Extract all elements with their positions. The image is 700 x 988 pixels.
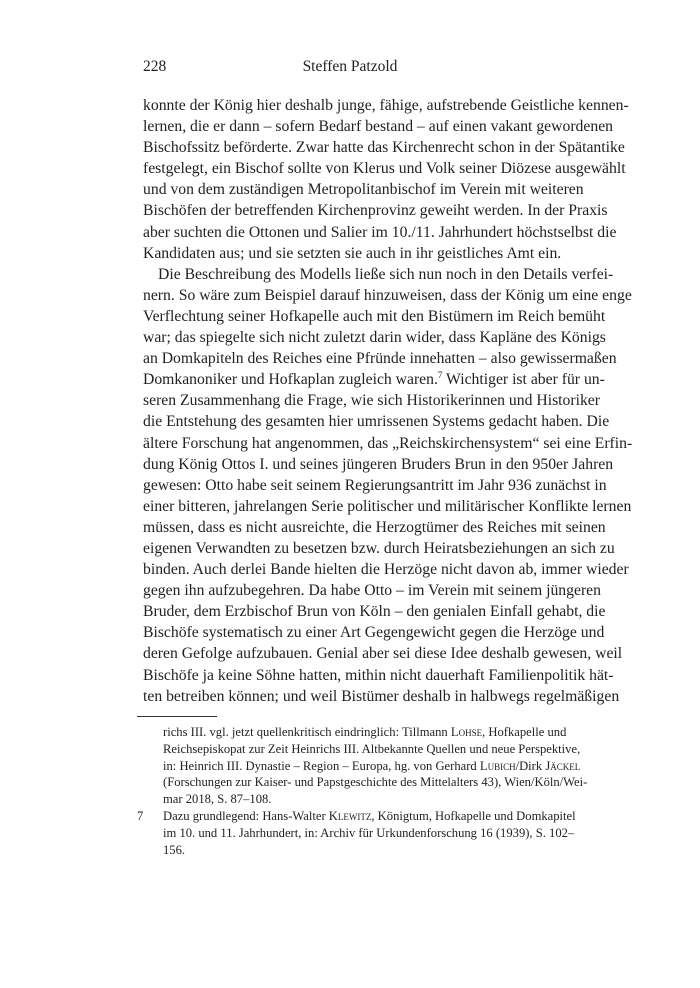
text-line: die Entstehung des gesamten hier umrissenen Systems gedacht haben. Die xyxy=(143,413,610,431)
text-line: einer bitteren, jahrelangen Serie politischer und militärischer Konflikte lernen xyxy=(143,497,632,515)
footnote-line: 156. xyxy=(163,842,186,857)
paragraph-first-line: Die Beschreibung des Modells ließe sich nun noch in den Details verfei- xyxy=(158,265,614,283)
author-name: Klewitz xyxy=(328,808,372,823)
text-line: nern. So wäre zum Beispiel darauf hinzuweisen, dass der König um eine enge xyxy=(143,286,632,304)
text-segment: Domkanoniker und Hofkaplan zugleich waren. xyxy=(143,371,438,389)
page-header xyxy=(143,58,557,78)
footnote-continued xyxy=(137,724,588,808)
author-name: Jäckel xyxy=(545,758,581,773)
text-line: seren Zusammenhang die Frage, wie sich Historikerinnen und Historiker xyxy=(143,392,600,410)
text-segment: Dazu grundlegend: Hans-Walter xyxy=(163,808,329,823)
footnote-line xyxy=(137,808,576,825)
text-line: Bischöfe systematisch zu einer Art Gegengewicht gegen die Herzöge und xyxy=(143,624,605,642)
footnote-line: (Forschungen zur Kaiser- und Papstgeschichte des Mittelalters 43), Wien/Köln/Wei- xyxy=(163,775,588,790)
running-head-author: Steffen Patzold xyxy=(302,58,398,75)
footnote-line: Reichsepiskopat zur Zeit Heinrichs III. Altbekannte Quellen und neue Perspektive, xyxy=(163,741,581,756)
text-segment: , Hofkapelle und xyxy=(482,725,567,739)
text-line: eigenen Verwandten zu besetzen bzw. durch Heiratsbeziehungen an sich zu xyxy=(143,539,615,557)
text-line: binden. Auch derlei Bande hielten die Herzöge nicht davon ab, immer wieder xyxy=(143,561,629,579)
text-line: ten betreiben können; und weil Bistümer deshalb in halbwegs regelmäßigen xyxy=(143,687,620,705)
text-line: gegen ihn aufzubegehren. Da habe Otto – im Verein mit seinem jüngeren xyxy=(143,582,601,600)
page-number: 228 xyxy=(143,58,167,75)
text-line: konnte der König hier deshalb junge, fähige, aufstrebende Geistliche kennen- xyxy=(143,97,629,114)
author-name: Lubich xyxy=(479,758,516,773)
main-text xyxy=(143,95,633,707)
author-name: Lohse xyxy=(450,725,483,739)
footnote-line: mar 2018, S. 87–108. xyxy=(163,792,272,807)
footnote-reference[interactable]: 7 xyxy=(437,370,443,381)
footnote-line xyxy=(137,724,567,741)
footnote-number: 7 xyxy=(137,808,144,823)
footnote-separator xyxy=(137,716,217,717)
text-line: festgelegt, ein Bischof sollte von Klerus und Volk seiner Diözese ausgewählt xyxy=(143,160,626,178)
text-segment: /Dirk xyxy=(515,758,546,773)
text-line: Verflechtung seiner Hofkapelle auch mit den Bistümern im Reich bemüht xyxy=(143,307,606,325)
footnote-7 xyxy=(137,808,576,858)
footnote-line xyxy=(137,758,581,775)
text-line: dung König Ottos I. und seines jüngeren Bruders Brun in den 950er Jahren xyxy=(143,455,614,473)
text-line: lernen, die er dann – sofern Bedarf bestand – auf einen vakant gewordenen xyxy=(143,118,613,136)
text-line: an Domkapiteln des Reiches eine Pfründe innehatten – also gewissermaßen xyxy=(143,350,617,368)
text-segment: , Königtum, Hofkapelle und Domkapitel xyxy=(371,808,576,823)
text-line: Bruder, dem Erzbischof Brun von Köln – den genialen Einfall gehabt, die xyxy=(143,603,606,621)
text-segment: in: Heinrich III. Dynastie – Region – Europa, hg. von Gerhard xyxy=(163,758,480,773)
text-line: Bischöfe ja keine Söhne hatten, mithin nicht dauerhaft Familienpolitik hät- xyxy=(143,666,614,684)
text-line: müssen, dass es nicht ausreichte, die Herzogtümer des Reiches mit seinen xyxy=(143,518,606,536)
text-line-with-footnote-ref xyxy=(143,369,605,390)
text-line: aber suchten die Ottonen und Salier im 10./11. Jahrhundert höchstselbst die xyxy=(143,223,617,241)
footnotes xyxy=(137,724,588,858)
text-line: Bischöfen der betreffenden Kirchenprovinz geweiht werden. In der Praxis xyxy=(143,202,608,220)
text-line: war; das spiegelte sich nicht zuletzt darin wider, dass Kapläne des Königs xyxy=(143,329,606,347)
text-segment: Wichtiger ist aber für un- xyxy=(442,371,605,389)
paragraph-last-line: Kandidaten aus; und sie setzten sie auch in ihr geistliches Amt ein. xyxy=(143,244,562,262)
text-line: Bischofssitz beförderte. Zwar hatte das Kirchenrecht schon in der Spätantike xyxy=(143,139,625,157)
text-segment: richs III. vgl. jetzt quellenkritisch eindringlich: Tillmann xyxy=(163,725,451,739)
text-line: und von dem zuständigen Metropolitanbischof im Verein mit weiteren xyxy=(143,181,584,199)
text-line: deren Gefolge aufzubauen. Genial aber sei diese Idee deshalb gewesen, weil xyxy=(143,645,623,663)
text-line: gewesen: Otto habe seit seinem Regierungsantritt im Jahr 936 zunächst in xyxy=(143,476,607,494)
footnote-line: im 10. und 11. Jahrhundert, in: Archiv für Urkundenforschung 16 (1939), S. 102– xyxy=(163,825,575,840)
text-line: ältere Forschung hat angenommen, das „Reichskirchensystem“ sei eine Erfin- xyxy=(143,434,633,452)
